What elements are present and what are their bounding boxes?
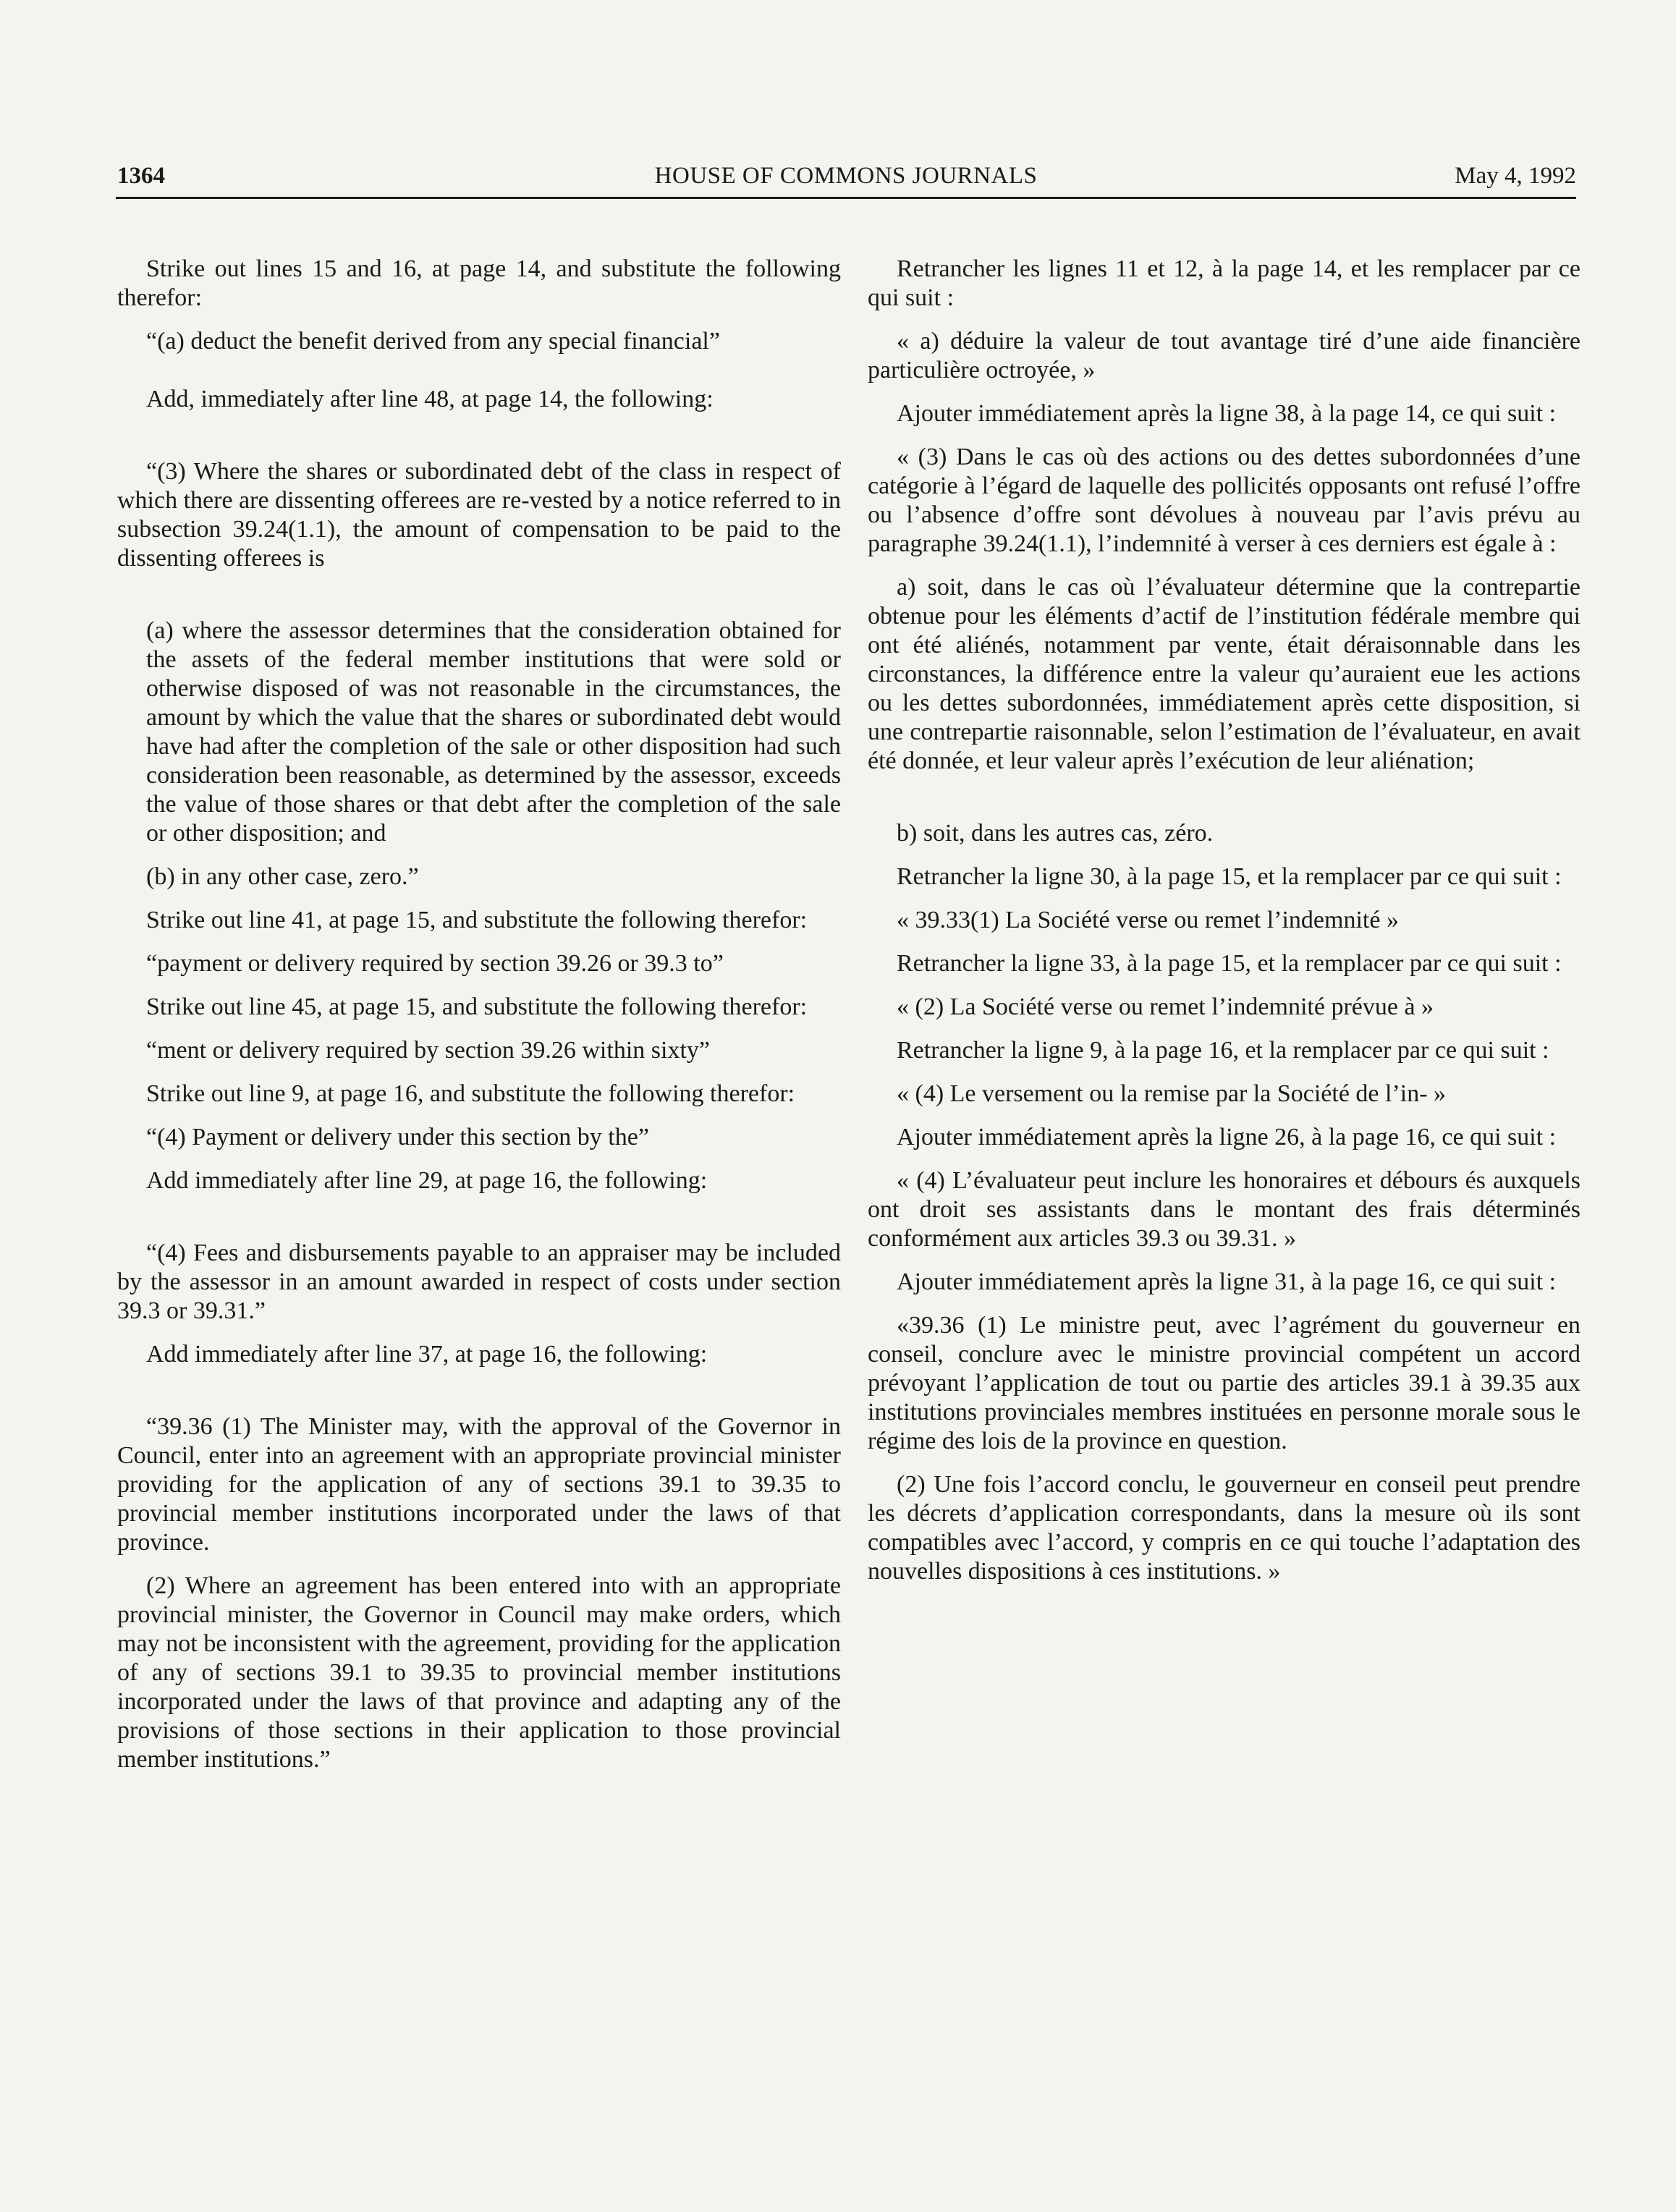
journal-date: May 4, 1992 [1455, 163, 1576, 189]
amendment-text: « 39.33(1) La Société verse ou remet l’indemnité » [897, 907, 1399, 933]
amendment-text: “payment or delivery required by section 39.26 or 39.3 to” [146, 950, 724, 977]
amendment-text: “(a) deduct the benefit derived from any special financial” [146, 328, 720, 355]
french-column [868, 255, 1580, 1586]
amendment-clause: b) soit, dans les autres cas, zéro. [897, 820, 1214, 847]
instruction-paragraph: Strike out line 45, at page 15, and substitute the following therefor: [146, 993, 808, 1020]
amendment-text: (2) Une fois l’accord conclu, le gouverneur en conseil peut prendre les décrets d’application correspondants, dans la mesure où ils sont compatibles avec l’accord, y compris en ce qui touche l’adaptation des nouvelles dispositions à ces institutions. » [868, 1471, 1580, 1585]
journal-title: HOUSE OF COMMONS JOURNALS [654, 163, 1038, 189]
instruction-paragraph: Add immediately after line 29, at page 16, the following: [146, 1167, 708, 1194]
amendment-text: (2) Where an agreement has been entered into with an appropriate provincial minister, the Governor in Council may make orders, which may not be inconsistent with the agreement, providing for the application of any of sections 39.1 to 39.35 to provincial member institutions incorporated under the laws of that province and adapting any of the provisions of those sections in their application to those provincial member institutions.” [117, 1572, 841, 1773]
amendment-text: «39.36 (1) Le ministre peut, avec l’agrément du gouverneur en conseil, conclure avec le ministre provincial compétent un accord prévoyant l’application de tout ou partie des articles 39.1 à 39.35 aux institutions provinciales membres instituées en personne morale sous le régime des lois de la province en question. [868, 1312, 1580, 1454]
amendment-text: “39.36 (1) The Minister may, with the approval of the Governor in Council, enter into an agreement with an appropriate provincial minister providing for the application of any of sections 39.1 to 39.35 to provincial member institutions incorporated under the laws of that province. [117, 1413, 841, 1556]
instruction-paragraph: Retrancher la ligne 30, à la page 15, et la remplacer par ce qui suit : [897, 863, 1562, 890]
amendment-text: “(4) Fees and disbursements payable to an appraiser may be included by the assessor in an amount awarded in respect of costs under section 39.3 or 39.31.” [117, 1240, 841, 1324]
instruction-paragraph: Retrancher les lignes 11 et 12, à la page 14, et les remplacer par ce qui suit : [868, 255, 1580, 311]
instruction-paragraph: Add immediately after line 37, at page 16, the following: [146, 1341, 708, 1368]
page-header [116, 163, 1576, 200]
header-rule [116, 197, 1576, 199]
instruction-paragraph: Ajouter immédiatement après la ligne 38, à la page 14, ce qui suit : [897, 400, 1557, 427]
instruction-paragraph: Retrancher la ligne 33, à la page 15, et la remplacer par ce qui suit : [897, 950, 1562, 977]
amendment-text: « (4) Le versement ou la remise par la Société de l’in- » [897, 1080, 1447, 1107]
amendment-clause: (b) in any other case, zero.” [146, 863, 419, 890]
instruction-paragraph: Strike out lines 15 and 16, at page 14, and substitute the following therefor: [117, 255, 841, 311]
amendment-text: “ment or delivery required by section 39.26 within sixty” [146, 1037, 710, 1064]
instruction-paragraph: Strike out line 9, at page 16, and substitute the following therefor: [146, 1080, 795, 1107]
instruction-paragraph: Retrancher la ligne 9, à la page 16, et la remplacer par ce qui suit : [897, 1037, 1549, 1064]
amendment-text: « (4) L’évaluateur peut inclure les honoraires et débours és auxquels ont droit ses assistants dans le montant des frais déterminés conformément aux articles 39.3 ou 39.31. » [868, 1167, 1580, 1252]
amendment-clause: a) soit, dans le cas où l’évaluateur détermine que la contrepartie obtenue pour les éléments d’actif de l’institution fédérale membre qui ont été aliénés, notamment par vente, était déraisonnable dans les circonstances, la différence entre la valeur qu’auraient eue les actions ou les dettes subordonnées, immédiatement après cette disposition, si une contrepartie raisonnable, selon l’estimation de l’évaluateur, en avait été donnée, et leur valeur après l’exécution de leur aliénation; [868, 574, 1580, 774]
amendment-text: « (2) La Société verse ou remet l’indemnité prévue à » [897, 993, 1434, 1020]
instruction-paragraph: Add, immediately after line 48, at page 14, the following: [146, 386, 714, 412]
instruction-paragraph: Strike out line 41, at page 15, and substitute the following therefor: [146, 907, 808, 933]
page-number: 1364 [117, 163, 165, 189]
amendment-text: “(4) Payment or delivery under this section by the” [146, 1124, 649, 1151]
amendment-text: « a) déduire la valeur de tout avantage tiré d’une aide financière particulière octroyée, » [868, 328, 1580, 384]
instruction-paragraph: Ajouter immédiatement après la ligne 26, à la page 16, ce qui suit : [897, 1124, 1557, 1151]
instruction-paragraph: Ajouter immédiatement après la ligne 31, à la page 16, ce qui suit : [897, 1268, 1557, 1295]
amendment-text: « (3) Dans le cas où des actions ou des dettes subordonnées d’une catégorie à l’égard de laquelle des pollicités opposants ont refusé l’offre ou l’absence d’offre sont dévolues à nouveau par l’avis prévu au paragraphe 39.24(1.1), l’indemnité à verser à ces derniers est égale à : [868, 444, 1580, 557]
english-column [117, 255, 841, 1774]
amendment-clause: (a) where the assessor determines that the consideration obtained for the assets of the federal member institutions that were sold or otherwise disposed of was not reasonable in the circumstances, the amount by which the value that the shares or subordinated debt would have had after the completion of the sale or other disposition had such consideration been reasonable, as determined by the assessor, exceeds the value of those shares or that debt after the completion of the sale or other disposition; and [146, 617, 841, 847]
amendment-text: “(3) Where the shares or subordinated debt of the class in respect of which there are dissenting offerees are re-vested by a notice referred to in subsection 39.24(1.1), the amount of compensation to be paid to the dissenting offerees is [117, 458, 842, 572]
